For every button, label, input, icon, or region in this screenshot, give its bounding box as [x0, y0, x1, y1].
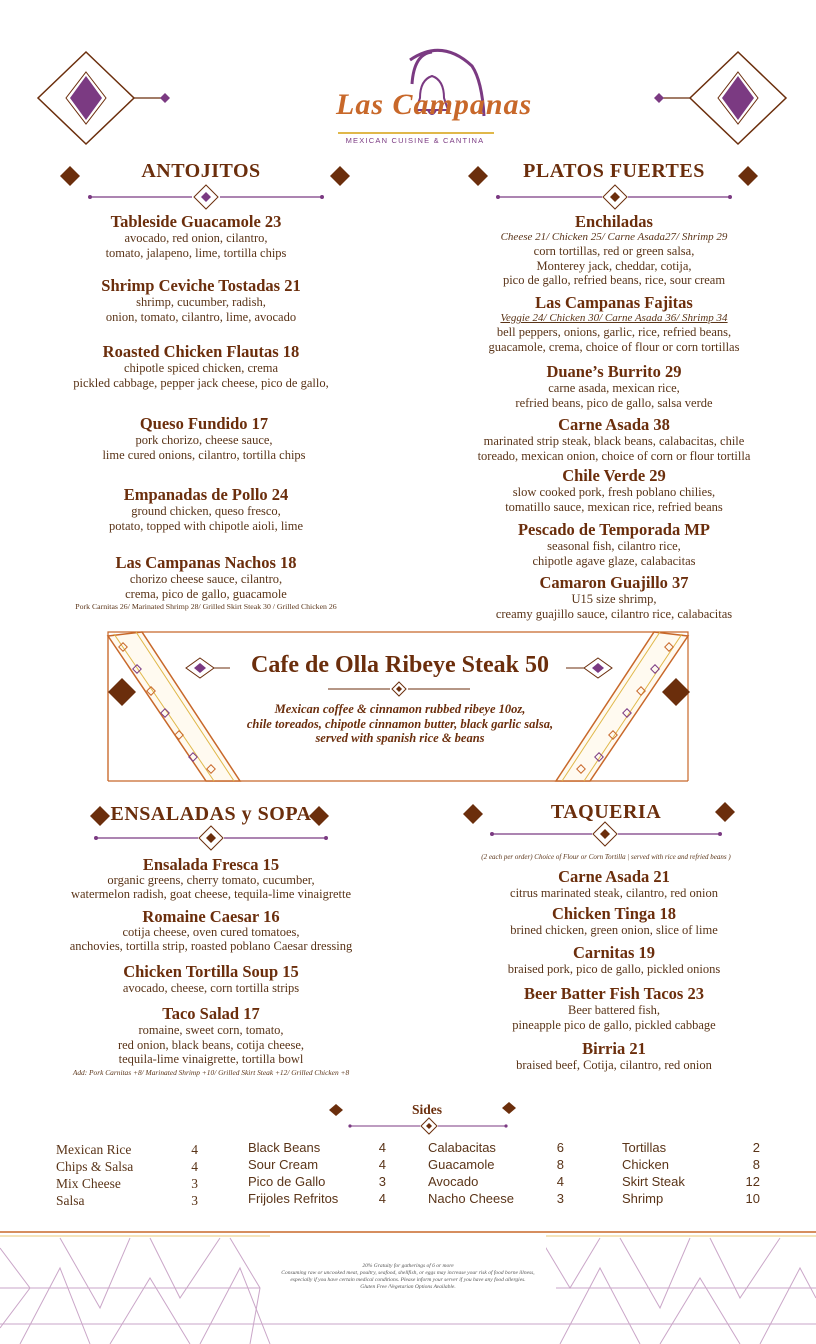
- footer-line: especially if you have certain medical conditions. Please inform your server if you have any food allergies.: [290, 1277, 526, 1283]
- sides-column-4: [622, 1139, 760, 1207]
- side-row: [622, 1156, 760, 1173]
- item-desc: cotija cheese, oven cured tomatoes,: [122, 925, 300, 939]
- menu-item: [0, 962, 422, 996]
- steak-desc-line: Mexican coffee & cinnamon rubbed ribeye 10oz,: [274, 702, 526, 716]
- side-name: Calabacitas: [428, 1140, 496, 1155]
- item-name: Ensalada Fresca 15: [142, 855, 280, 874]
- sides-title: Sides: [411, 1102, 442, 1117]
- menu-item: [0, 553, 412, 612]
- side-row: [428, 1156, 564, 1173]
- item-desc: onion, tomato, cilantro, lime, avocado: [105, 309, 297, 324]
- side-price: 4: [191, 1159, 198, 1174]
- side-name: Avocado: [428, 1174, 479, 1189]
- side-row: [248, 1156, 386, 1173]
- side-price: 4: [378, 1157, 386, 1172]
- item-desc: citrus marinated steak, cilantro, red onion: [510, 886, 718, 900]
- side-name: Tortillas: [622, 1140, 667, 1155]
- item-name: Chicken Tinga 18: [551, 904, 677, 923]
- item-desc: U15 size shrimp,: [571, 592, 657, 606]
- item-name: Taco Salad 17: [162, 1004, 260, 1023]
- side-price: 8: [556, 1157, 564, 1172]
- item-desc: chipotle agave glaze, calabacitas: [532, 553, 696, 568]
- side-name: Chips & Salsa: [56, 1159, 134, 1174]
- side-price: 4: [191, 1142, 198, 1157]
- side-price: 10: [745, 1191, 760, 1206]
- side-name: Pico de Gallo: [248, 1174, 326, 1189]
- menu-item: [412, 362, 816, 410]
- menu-item: [0, 855, 422, 901]
- item-desc: chipotle spiced chicken, crema: [123, 361, 279, 375]
- item-desc: tomatillo sauce, mexican rice, refried beans: [505, 499, 723, 514]
- item-name: Carnitas 19: [572, 943, 656, 962]
- item-name: Pescado de Temporada MP: [517, 520, 711, 539]
- item-desc: bell peppers, onions, garlic, rice, refried beans,: [496, 325, 732, 339]
- side-row: [248, 1190, 386, 1207]
- item-desc: slow cooked pork, fresh poblano chilies,: [512, 485, 716, 499]
- footer-notes: [260, 1263, 556, 1291]
- side-price: 2: [752, 1140, 760, 1155]
- item-addon: Add: Pork Carnitas +8/ Marinated Shrimp +10/ Grilled Skirt Steak +12/ Grilled Chicken +8: [72, 1067, 350, 1077]
- steak-title: Cafe de Olla Ribeye Steak 50: [251, 652, 549, 678]
- side-price: 3: [378, 1174, 386, 1189]
- menu-item: [412, 415, 816, 463]
- sides-column-2: [248, 1139, 386, 1207]
- item-desc: seasonal fish, cilantro rice,: [547, 539, 681, 553]
- item-desc: lime cured onions, cilantro, tortilla chips: [102, 447, 306, 462]
- item-prices: Veggie 24/ Chicken 30/ Carne Asada 36/ Shrimp 34: [500, 312, 728, 324]
- side-name: Frijoles Refritos: [248, 1191, 339, 1206]
- item-name: Shrimp Ceviche Tostadas 21: [101, 276, 301, 295]
- item-desc: pork chorizo, cheese sauce,: [135, 433, 273, 447]
- item-desc: pineapple pico de gallo, pickled cabbage: [512, 1017, 716, 1032]
- logo: [332, 36, 533, 148]
- item-desc: tequila-lime vinaigrette, tortilla bowl: [118, 1052, 304, 1066]
- antojitos-title: ANTOJITOS: [141, 160, 261, 182]
- logo-tagline: MEXICAN CUISINE & CANTINA: [345, 136, 485, 145]
- item-name: Roasted Chicken Flautas 18: [102, 342, 300, 361]
- item-name: Birria 21: [582, 1039, 646, 1058]
- menu-item: [412, 520, 816, 568]
- side-row: [248, 1173, 386, 1190]
- item-desc: avocado, cheese, corn tortilla strips: [122, 981, 300, 995]
- item-desc: Monterey jack, cheddar, cotija,: [536, 258, 692, 273]
- menu-item: [404, 904, 816, 938]
- item-name: Las Campanas Fajitas: [535, 293, 693, 312]
- footer-line: Gluten Free /Vegetarian Options Available.: [360, 1284, 456, 1290]
- side-name: Salsa: [56, 1193, 85, 1208]
- item-desc: brined chicken, green onion, slice of lime: [510, 923, 718, 937]
- side-row: [248, 1139, 386, 1156]
- side-price: 12: [745, 1174, 760, 1189]
- menu-item: [0, 414, 408, 462]
- item-desc: pico de gallo, refried beans, rice, sour cream: [502, 273, 726, 287]
- item-name: Empanadas de Pollo 24: [123, 485, 289, 504]
- item-name: Tableside Guacamole 23: [110, 212, 282, 231]
- side-name: Skirt Steak: [622, 1174, 685, 1189]
- side-row: [56, 1141, 198, 1158]
- side-name: Guacamole: [428, 1157, 495, 1172]
- item-desc: carne asada, mexican rice,: [548, 381, 680, 395]
- item-name: Chile Verde 29: [562, 466, 666, 485]
- side-name: Chicken: [622, 1157, 669, 1172]
- side-row: [56, 1175, 198, 1192]
- item-addon: Pork Carnitas 26/ Marinated Shrimp 28/ Grilled Skirt Steak 30 / Grilled Chicken 26: [75, 602, 337, 611]
- side-name: Nacho Cheese: [428, 1191, 514, 1206]
- item-name: Carne Asada 21: [558, 867, 670, 886]
- item-name: Enchiladas: [575, 212, 653, 231]
- side-price: 6: [556, 1140, 564, 1155]
- footer-line: Consuming raw or uncooked meat, poultry, seafood, shellfish, or eggs may increase your risk of food borne illness,: [281, 1270, 535, 1276]
- platos-title: PLATOS FUERTES: [523, 160, 705, 182]
- side-row: [622, 1190, 760, 1207]
- menu-item: [412, 466, 816, 514]
- side-price: 4: [556, 1174, 564, 1189]
- item-desc: braised pork, pico de gallo, pickled onions: [507, 962, 721, 976]
- item-desc: avocado, red onion, cilantro,: [124, 231, 268, 245]
- menu-item: [404, 984, 816, 1032]
- steak-desc-line: served with spanish rice & beans: [315, 731, 485, 745]
- item-desc: organic greens, cherry tomato, cucumber,: [107, 873, 315, 887]
- side-name: Mexican Rice: [56, 1142, 132, 1157]
- item-name: Chicken Tortilla Soup 15: [123, 962, 299, 981]
- steak-desc: [200, 702, 600, 746]
- menu-item: [0, 485, 412, 533]
- side-name: Shrimp: [622, 1191, 664, 1206]
- right-diamond-ornament: [654, 52, 786, 144]
- item-desc: Beer battered fish,: [568, 1003, 660, 1017]
- side-price: 3: [191, 1176, 198, 1191]
- item-name: Camaron Guajillo 37: [539, 573, 689, 592]
- menu-item: [404, 1039, 816, 1073]
- item-desc: creamy guajillo sauce, cilantro rice, calabacitas: [495, 606, 733, 621]
- item-desc: corn tortillas, red or green salsa,: [533, 244, 695, 258]
- item-desc: braised beef, Cotija, cilantro, red onion: [516, 1058, 712, 1072]
- side-name: Mix Cheese: [56, 1176, 121, 1191]
- logo-brand: Las Campanas: [336, 88, 533, 121]
- side-row: [622, 1173, 760, 1190]
- side-row: [428, 1139, 564, 1156]
- menu-item: [404, 943, 816, 977]
- item-desc: tomato, jalapeno, lime, tortilla chips: [105, 245, 287, 260]
- side-row: [622, 1139, 760, 1156]
- item-name: Queso Fundido 17: [139, 414, 269, 433]
- item-name: Beer Batter Fish Tacos 23: [524, 984, 704, 1003]
- item-desc: guacamole, crema, choice of flour or corn tortillas: [488, 339, 740, 354]
- side-row: [428, 1173, 564, 1190]
- side-price: 4: [378, 1140, 386, 1155]
- menu-item: [0, 1004, 422, 1078]
- item-desc: refried beans, pico de gallo, salsa verde: [515, 395, 713, 410]
- menu-item: [404, 867, 816, 901]
- side-name: Sour Cream: [248, 1157, 319, 1172]
- item-desc: shrimp, cucumber, radish,: [136, 295, 266, 309]
- menu-item: [0, 212, 392, 260]
- menu-item: [0, 276, 402, 324]
- item-name: Romaine Caesar 16: [142, 907, 280, 926]
- steak-desc-line: chile toreados, chipotle cinnamon butter, black garlic salsa,: [246, 716, 554, 731]
- side-row: [428, 1190, 564, 1207]
- item-prices: Cheese 21/ Chicken 25/ Carne Asada27/ Shrimp 29: [500, 231, 728, 243]
- sides-column-1: [56, 1141, 198, 1209]
- side-price: 3: [556, 1191, 564, 1206]
- item-name: Las Campanas Nachos 18: [115, 553, 297, 572]
- item-desc: romaine, sweet corn, tomato,: [138, 1023, 284, 1037]
- menu-item: [0, 907, 422, 953]
- menu-item: [0, 342, 402, 390]
- menu-item: [412, 293, 816, 354]
- footer-line: 20% Gratuity for gatherings of 6 or more: [362, 1263, 454, 1269]
- taqueria-note: (2 each per order) Choice of Flour or Corn Tortilla | served with rice and refried beans ): [481, 853, 731, 861]
- item-name: Duane’s Burrito 29: [546, 362, 682, 381]
- menu-item: [412, 573, 816, 621]
- item-desc: potato, topped with chipotle aioli, lime: [108, 518, 304, 533]
- sides-column-3: [428, 1139, 564, 1207]
- item-desc: watermelon radish, goat cheese, tequila-lime vinaigrette: [70, 887, 352, 901]
- side-price: 8: [752, 1157, 760, 1172]
- side-row: [56, 1158, 198, 1175]
- item-desc: ground chicken, queso fresco,: [131, 504, 281, 518]
- item-name: Carne Asada 38: [558, 415, 670, 434]
- left-diamond-ornament: [38, 52, 170, 144]
- ensaladas-title: ENSALADAS y SOPA: [110, 803, 312, 825]
- item-desc: toreado, mexican onion, choice of corn or flour tortilla: [477, 448, 751, 463]
- side-row: [56, 1192, 198, 1209]
- item-desc: red onion, black beans, cotija cheese,: [117, 1037, 305, 1052]
- side-price: 4: [378, 1191, 386, 1206]
- item-desc: marinated strip steak, black beans, calabacitas, chile: [483, 434, 745, 448]
- item-desc: anchovies, tortilla strip, roasted poblano Caesar dressing: [69, 939, 353, 953]
- side-price: 3: [191, 1193, 198, 1208]
- taqueria-title: TAQUERIA: [550, 801, 662, 823]
- side-name: Black Beans: [248, 1140, 321, 1155]
- item-desc: pickled cabbage, pepper jack cheese, pico de gallo,: [73, 375, 329, 390]
- item-desc: chorizo cheese sauce, cilantro,: [129, 572, 283, 586]
- menu-item: [412, 212, 816, 288]
- item-desc: crema, pico de gallo, guacamole: [125, 586, 287, 601]
